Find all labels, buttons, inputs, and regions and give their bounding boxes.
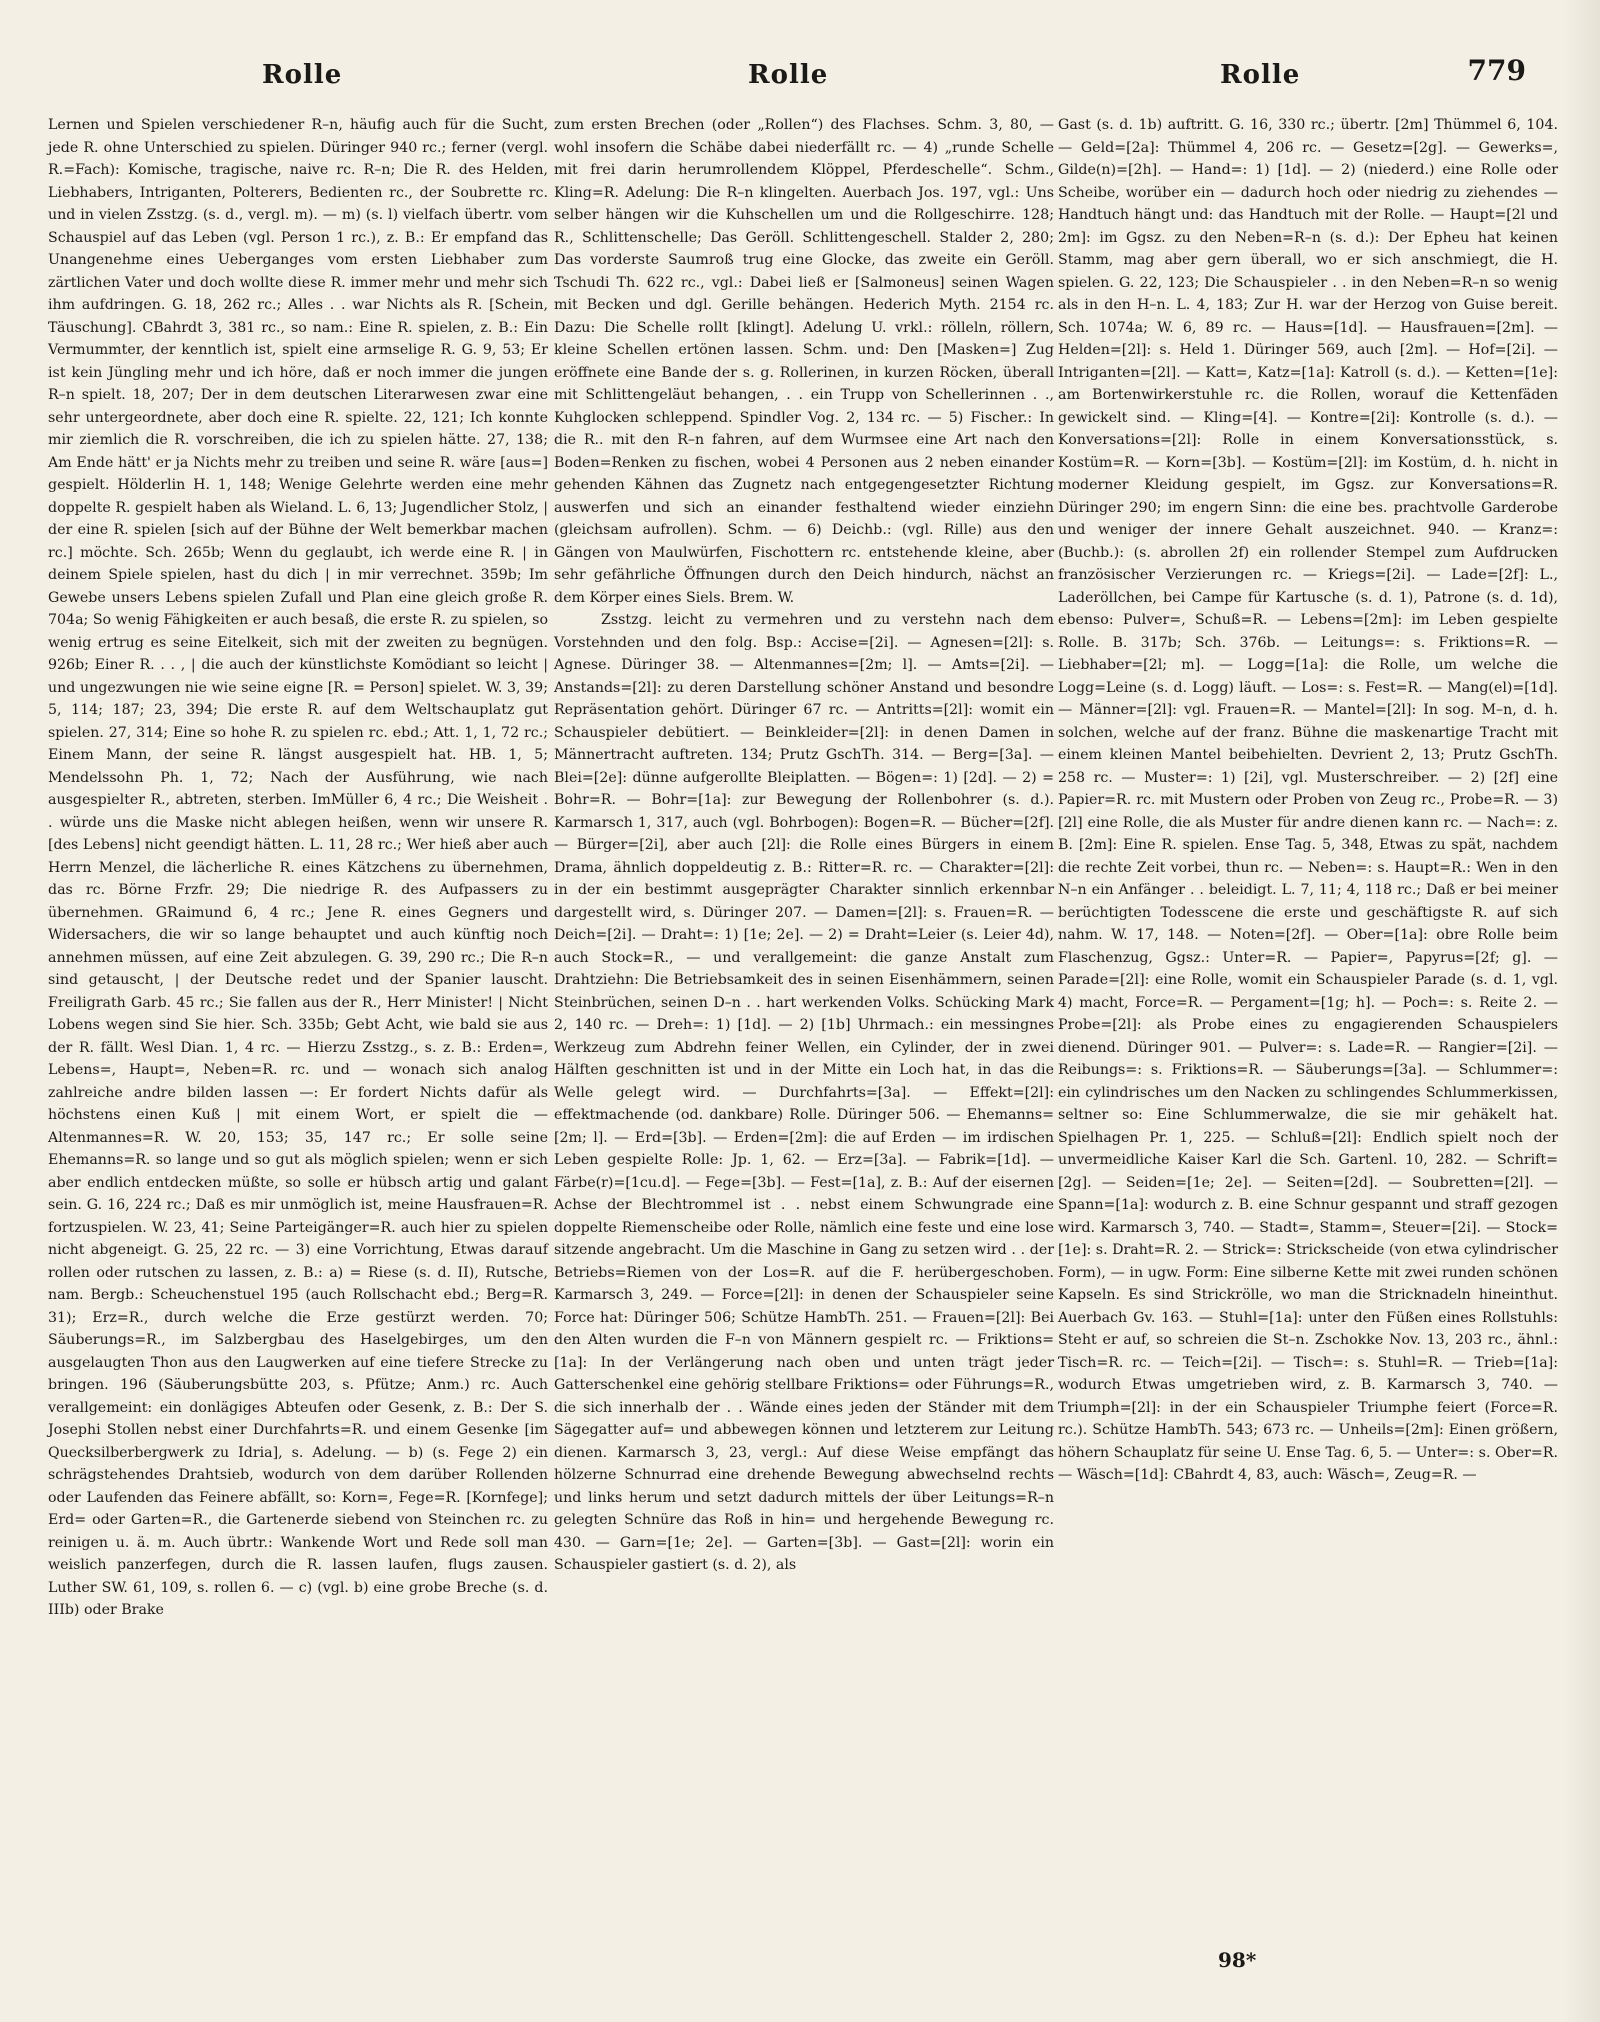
page-number: 779 [1467, 54, 1526, 87]
page-header [48, 52, 1552, 92]
text-column-1: Lernen und Spielen verschiedener R–n, häufig auch für die Sucht, jede R. ohne Unterschied zu spielen. Düringer 940 rc.; ferner (vergl. R.=Fach): Komische, tragische, naive rc. R–n; Die R. des Helden, Liebhabers, Intriganten, Polterers, Bedienten rc., der Soubrette rc. und in vielen Zsstzg. (s. d., vergl. m). — m) (s. l) vielfach übertr. vom Schauspiel auf das Leben (vgl. Person 1 rc.), z. B.: Er empfand das Unangenehme eines Ueberganges vom ersten Liebhaber zum zärtlichen Vater und doch wollte diese R. immer mehr und mehr sich ihm aufdringen. G. 18, 262 rc.; Alles . . war Nichts als R. [Schein, Täuschung]. CBahrdt 3, 381 rc., so nam.: Eine R. spielen, z. B.: Ein Vermummter, der kenntlich ist, spielt eine armselige R. G. 9, 53; Er ist kein Jüngling mehr und ich höre, daß er noch immer die jungen R–n spielt. 18, 207; Der in dem deutschen Literarwesen zwar eine sehr untergeordnete, aber doch eine R. spielte. 22, 121; Ich konnte mir ziemlich die R. vorschreiben, die ich zu spielen hätte. 27, 138; Am Ende hätt' er ja Nichts mehr zu treiben und seine R. wäre [aus=] gespielt. Hölderlin H. 1, 148; Wenige Gelehrte werden eine mehr doppelte R. gespielt haben als Wieland. L. 6, 13; Jugendlicher Stolz, | der eine R. spielen [sich auf der Bühne der Welt bemerkbar machen rc.] möchte. Sch. 265b; Wenn du geglaubt, ich werde eine R. | in deinem Spiele spielen, hast du dich | in mir verrechnet. 359b; Im Gewebe unsers Lebens spielen Zufall und Plan eine gleich große R. 704a; So wenig Fähigkeiten er auch besaß, die erste R. zu spielen, so wenig ertrug es seine Eitelkeit, sich mit der zweiten zu begnügen. 926b; Einer R. . . , | die auch der künstlichste Komödiant so leicht | und ungezwungen nie wie seine eigne [R. = Person] spielet. W. 3, 39; 5, 114; 187; 23, 394; Die erste R. auf dem Weltschauplatz gut spielen. 27, 314; Eine so hohe R. zu spielen rc. ebd.; Att. 1, 1, 72 rc.; Einem Mann, der seine R. längst ausgespielt hat. HB. 1, 5; Mendelssohn Ph. 1, 72; Nach der Ausführung, wie nach ausgespielter R., abtreten, sterben. ImMüller 6, 4 rc.; Die Weisheit . . würde uns die Maske nicht ablegen heißen, wenn wir unsere R. [des Lebens] nicht geendigt hätten. L. 11, 28 rc.; Wer hieß aber auch Herrn Menzel, die lächerliche R. eines Kätzchens zu übernehmen, das rc. Börne Frzfr. 29; Die niedrige R. des Aufpassers zu übernehmen. GRaimund 6, 4 rc.; Jene R. eines Gegners und Widersachers, die wir so lange behauptet und auch künftig noch annehmen müssen, auf eine Zeit abzulegen. G. 39, 290 rc.; Die R–n sind getauscht, | der Deutsche redet und der Spanier lauscht. Freiligrath Garb. 45 rc.; Sie fallen aus der R., Herr Minister! | Nicht Lobens wegen sind Sie hier. Sch. 335b; Gebt Acht, wie bald sie aus der R. fällt. Wesl Dian. 1, 4 rc. — Hierzu Zsstzg., s. z. B.: Erden=, Lebens=, Haupt=, Neben=R. rc. und — wonach sich analog zahlreiche andre bilden lassen —: Er fordert Nichts dafür als höchstens einen Kuß | mit einem Wort, er spielt die — Altenmannes=R. W. 20, 153; 35, 147 rc.; Er solle seine Ehemanns=R. so lange und so gut als möglich spielen; wenn er sich aber endlich entdecken müßte, so solle er hübsch artig und galant sein. G. 16, 224 rc.; Daß es mir unmöglich ist, meine Hausfrauen=R. fortzuspielen. W. 23, 41; Seine Parteigänger=R. auch hier zu spielen nicht abgeneigt. G. 25, 22 rc. — 3) eine Vorrichtung, Etwas darauf rollen oder rutschen zu lassen, z. B.: a) = Riese (s. d. II), Rutsche, nam. Bergb.: Scheuchenstuel 195 (auch Rollschacht ebd.; Berg=R. 31); Erz=R., durch welche die Erze gestürzt werden. 70; Säuberungs=R., im Salzbergbau des Haselgebirges, um den ausgelaugten Thon aus den Laugwerken auf eine tiefere Strecke zu bringen. 196 (Säuberungsbütte 203, s. Pfütze; Anm.) rc. Auch verallgemeint: ein donlägiges Abteufen oder Gesenk, z. B.: Der S. Josephi Stollen nebst einer Durchfahrts=R. und einem Gesenke [im Quecksilberbergwerk zu Idria], s. Adelung. — b) (s. Fege 2) ein schrägstehendes Drahtsieb, wodurch von dem darüber Rollenden oder Laufenden das Feinere abfällt, so: Korn=, Fege=R. [Kornfege]; Erd= oder Garten=R., die Gartenerde siebend von Steinchen rc. zu reinigen u. ä. m. Auch übrtr.: Wankende Wort und Rede soll man weislich panzerfegen, durch die R. lassen laufen, flugs zausen. Luther SW. 61, 109, s. rollen 6. — c) (vgl. b) eine grobe Breche (s. d. IIIb) oder Brake [48, 117, 553, 1618]
running-head-right: Rolle [1220, 60, 1301, 90]
signature-mark: 98* [1218, 1948, 1257, 1972]
page-edge-shade [1564, 0, 1600, 2022]
text-column-3: Gast (s. d. 1b) auftritt. G. 16, 330 rc.; übertr. [2m] Thümmel 6, 104. — Geld=[2a]: Thümmel 4, 206 rc. — Gesetz=[2g]. — Gewerks=, Gilde(n)=[2h]. — Hand=: 1) [1d]. — 2) (niederd.) eine Rolle oder Scheibe, worüber ein — dadurch hoch oder niedrig zu ziehendes — Handtuch hängt und: das Handtuch mit der Rolle. — Haupt=[2l und 2m]: im Ggsz. zu den Neben=R–n (s. d.): Der Epheu hat keinen Stamm, mag aber gern überall, wo er sich anschmiegt, die H. spielen. G. 22, 123; Die Schauspieler . . in den Neben=R–n so wenig als in den H–n. L. 4, 183; Zur H. war der Herzog von Guise bereit. Sch. 1074a; W. 6, 89 rc. — Haus=[1d]. — Hausfrauen=[2m]. — Helden=[2l]: s. Held 1. Düringer 569, auch [2m]. — Hof=[2i]. — Intriganten=[2l]. — Katt=, Katz=[1a]: Katroll (s. d.). — Ketten=[1e]: am Bortenwirkerstuhle rc. die Rollen, worauf die Kettenfäden gewickelt sind. — Kling=[4]. — Kontre=[2i]: Kontrolle (s. d.). — Konversations=[2l]: Rolle in einem Konversationsstück, s. Kostüm=R. — Korn=[3b]. — Kostüm=[2l]: im Kostüm, d. h. nicht in moderner Kleidung gespielt, im Ggsz. zur Konversations=R. Düringer 290; im engern Sinn: die eine bes. prachtvolle Garderobe und weniger der innere Gehalt auszeichnet. 940. — Kranz=: (Buchb.): (s. abrollen 2f) ein rollender Stempel zum Aufdrucken französischer Verzierungen rc. — Kriegs=[2i]. — Lade=[2f]: L., Laderöllchen, bei Campe für Kartusche (s. d. 1), Patrone (s. d. 1d), ebenso: Pulver=, Schuß=R. — Lebens=[2m]: im Leben gespielte Rolle. B. 317b; Sch. 376b. — Leitungs=: s. Friktions=R. — Liebhaber=[2l; m]. — Logg=[1a]: die Rolle, um welche die Logg=Leine (s. d. Logg) läuft. — Los=: s. Fest=R. — Mang(el)=[1d]. — Männer=[2l]: vgl. Frauen=R. — Mantel=[2l]: In sog. M–n, d. h. solchen, welche auf der franz. Bühne die maskenartige Tracht mit einem kleinen Mantel beibehielten. Devrient 2, 13; Prutz GschTh. 258 rc. — Muster=: 1) [2i], vgl. Musterschreiber. — 2) [2f] eine Papier=R. rc. mit Mustern oder Proben von Zeug rc., Probe=R. — 3) [2l] eine Rolle, die als Muster für andre dienen kann rc. — Nach=: z. B. [2m]: Eine R. spielen. Ense Tag. 5, 348, Etwas zu spät, nachdem die rechte Zeit vorbei, thun rc. — Neben=: s. Haupt=R.: Wen in den N–n ein Anfänger . . beleidigt. L. 7, 11; 4, 118 rc.; Daß er bei meiner berüchtigten Todesscene die erste und geschäftigste R. auf sich nahm. W. 17, 148. — Noten=[2f]. — Ober=[1a]: obre Rolle beim Flaschenzug, Ggsz.: Unter=R. — Papier=, Papyrus=[2f; g]. — Parade=[2l]: eine Rolle, womit ein Schauspieler Parade (s. d. 1, vgl. 4) macht, Force=R. — Pergament=[1g; h]. — Poch=: s. Reite 2. — Probe=[2l]: als Probe eines zu engagierenden Schauspielers dienend. Düringer 901. — Pulver=: s. Lade=R. — Rangier=[2i]. — Reibungs=: s. Friktions=R. — Säuberungs=[3a]. — Schlummer=: ein cylindrisches um den Nacken zu schlingendes Schlummerkissen, seltner so: Eine Schlummerwalze, die sie mir gehäkelt hat. Spielhagen Pr. 1, 225. — Schluß=[2l]: Endlich spielt noch der unvermeidliche Kaiser Karl die Sch. Gartenl. 10, 282. — Schrift=[2g]. — Seiden=[1e; 2e]. — Seiten=[2d]. — Soubretten=[2l]. — Spann=[1a]: wodurch z. B. eine Schnur gespannt und straff gezogen wird. Karmarsch 3, 740. — Stadt=, Stamm=, Steuer=[2i]. — Stock=[1e]: s. Draht=R. 2. — Strick=: Strickscheide (von etwa cylindrischer Form), — in ugw. Form: Eine silberne Kette mit zwei runden schönen Kapseln. Es sind Strickrölle, wo man die Stricknadeln hineinthut. Auerbach Gv. 163. — Stuhl=[1a]: unter den Füßen eines Rollstuhls: Steht er auf, so schreien die St–n. Zschokke Nov. 13, 203 rc., ähnl.: Tisch=R. rc. — Teich=[2i]. — Tisch=: s. Stuhl=R. — Trieb=[1a]: wodurch Etwas umgetrieben wird, z. B. Karmarsch 3, 740. — Triumph=[2l]: in der ein Schauspieler Triumphe feiert (Force=R. rc.). Schütze HambTh. 543; 673 rc. — Unheils=[2m]: Einen größern, höhern Schauplatz für seine U. Ense Tag. 6, 5. — Unter=: s. Ober=R. — Wäsch=[1d]: CBahrdt 4, 83, auch: Wäsch=, Zeug=R. — [1058, 117, 1563, 1483]
running-head-center: Rolle [748, 60, 829, 90]
running-head-left: Rolle [262, 60, 343, 90]
text-column-2: zum ersten Brechen (oder „Rollen“) des Flachses. Schm. 3, 80, — wohl insofern die Schäbe dabei niederfällt rc. — 4) „runde Schelle mit frei darin herumrollendem Klöppel, Pferdeschelle“. Schm., Kling=R. Adelung: Die R–n klingelten. Auerbach Jos. 197, vgl.: Uns selber hängen wir die Kuhschellen um und die Rollgeschirre. 128; R., Schlittenschelle; Das Geröll. Schlittengeschell. Stalder 2, 280; Das vorderste Saumroß trug eine Glocke, das zweite ein Geröll. Tschudi Th. 622 rc., vgl.: Dabei ließ er [Salmoneus] seinen Wagen mit Becken und dgl. Gerille behängen. Hederich Myth. 2154 rc. Dazu: Die Schelle rollt [klingt]. Adelung U. vrkl.: rölleln, röllern, kleine Schellen ertönen lassen. Schm. und: Den [Masken=] Zug eröffnete eine Bande der s. g. Rollerinen, in kurzen Röcken, überall mit Schlittengeläut behangen, . . ein Trupp von Schellerinnen . ., Kuhglocken schleppend. Spindler Vog. 2, 134 rc. — 5) Fischer.: In die R.. mit den R–n fahren, auf dem Wurmsee eine Art nach den Boden=Renken zu fischen, wobei 4 Personen aus 2 neben einander gehenden Kähnen das Zugnetz nach entgegengesetzter Richtung auswerfen und sich an einander festhaltend wieder einziehn (gleichsam aufrollen). Schm. — 6) Deichb.: (vgl. Rille) aus den Gängen von Maulwürfen, Fischottern rc. entstehende kleine, aber sehr gefährliche Öffnungen durch den Deich hindurch, nächst an dem Körper eines Siels. Brem. W. Zsstzg. leicht zu vermehren und zu verstehn nach dem Vorstehnden und den folg. Bsp.: Accise=[2i]. — Agnesen=[2l]: s. Agnese. Düringer 38. — Altenmannes=[2m; l]. — Amts=[2i]. — Anstands=[2l]: zu deren Darstellung schöner Anstand und besondre Repräsentation gehört. Düringer 67 rc. — Antritts=[2l]: womit ein Schauspieler debütiert. — Beinkleider=[2l]: in denen Damen in Männertracht auftreten. 134; Prutz GschTh. 314. — Berg=[3a]. — Blei=[2e]: dünne aufgerollte Bleiplatten. — Bögen=: 1) [2d]. — 2) = Bohr=R. — Bohr=[1a]: zur Bewegung der Rollenbohrer (s. d.). Karmarsch 1, 317, auch (vgl. Bohrbogen): Bogen=R. — Bücher=[2f]. — Bürger=[2i], aber auch [2l]: die Rolle eines Bürgers in einem Drama, ähnlich doppeldeutig z. B.: Ritter=R. rc. — Charakter=[2l]: in der ein bestimmt ausgeprägter Charakter sinnlich erkennbar dargestellt wird, s. Düringer 207. — Damen=[2l]: s. Frauen=R. — Deich=[2i]. — Draht=: 1) [1e; 2e]. — 2) = Draht=Leier (s. Leier 4d), auch Stock=R., — und verallgemeint: die ganze Anstalt zum Drahtziehn: Die Betriebsamkeit des in seinen Eisenhämmern, seinen Steinbrüchen, seinen D–n . . hart werkenden Volks. Schücking Mark 2, 140 rc. — Dreh=: 1) [1d]. — 2) [1b] Uhrmach.: ein messingnes Werkzeug zum Abdrehn feiner Wellen, ein Cylinder, der in zwei Hälften geschnitten ist und in der Mitte ein Loch hat, in das die Welle gelegt wird. — Durchfahrts=[3a]. — Effekt=[2l]: effektmachende (od. dankbare) Rolle. Düringer 506. — Ehemanns=[2m; l]. — Erd=[3b]. — Erden=[2m]: die auf Erden — im irdischen Leben gespielte Rolle: Jp. 1, 62. — Erz=[3a]. — Fabrik=[1d]. — Färbe(r)=[1cu.d]. — Fege=[3b]. — Fest=[1a], z. B.: Auf der eisernen Achse der Blechtrommel ist . . nebst einem Schwungrade eine doppelte Riemenscheibe oder Rolle, nämlich eine feste und eine lose sitzende angebracht. Um die Maschine in Gang zu setzen wird . . der Betriebs=Riemen von der Los=R. auf die F. herübergeschoben. Karmarsch 3, 249. — Force=[2l]: in denen der Schauspieler seine Force hat: Düringer 506; Schütze HambTh. 251. — Frauen=[2l]: Bei den Alten wurden die F–n von Männern gespielt rc. — Friktions=[1a]: In der Verlängerung nach oben und unten trägt jeder Gatterschenkel eine gehörig stellbare Friktions= oder Führungs=R., die sich innerhalb der . . Wände eines jeden der Ständer mit dem Sägegatter auf= und abbewegen können und letzterem zur Leitung dienen. Karmarsch 3, 23, vergl.: Auf diese Weise empfängt das hölzerne Schnurrad eine drehende Bewegung abwechselnd rechts und links herum und setzt dadurch mittels der über Leitungs=R–n gelegten Schnüre das Roß in hin= und hergehende Bewegung rc. 430. — Garn=[1e; 2e]. — Garten=[3b]. — Gast=[2l]: worin ein Schauspieler gastiert (s. d. 2), als [554, 117, 1054, 1573]
